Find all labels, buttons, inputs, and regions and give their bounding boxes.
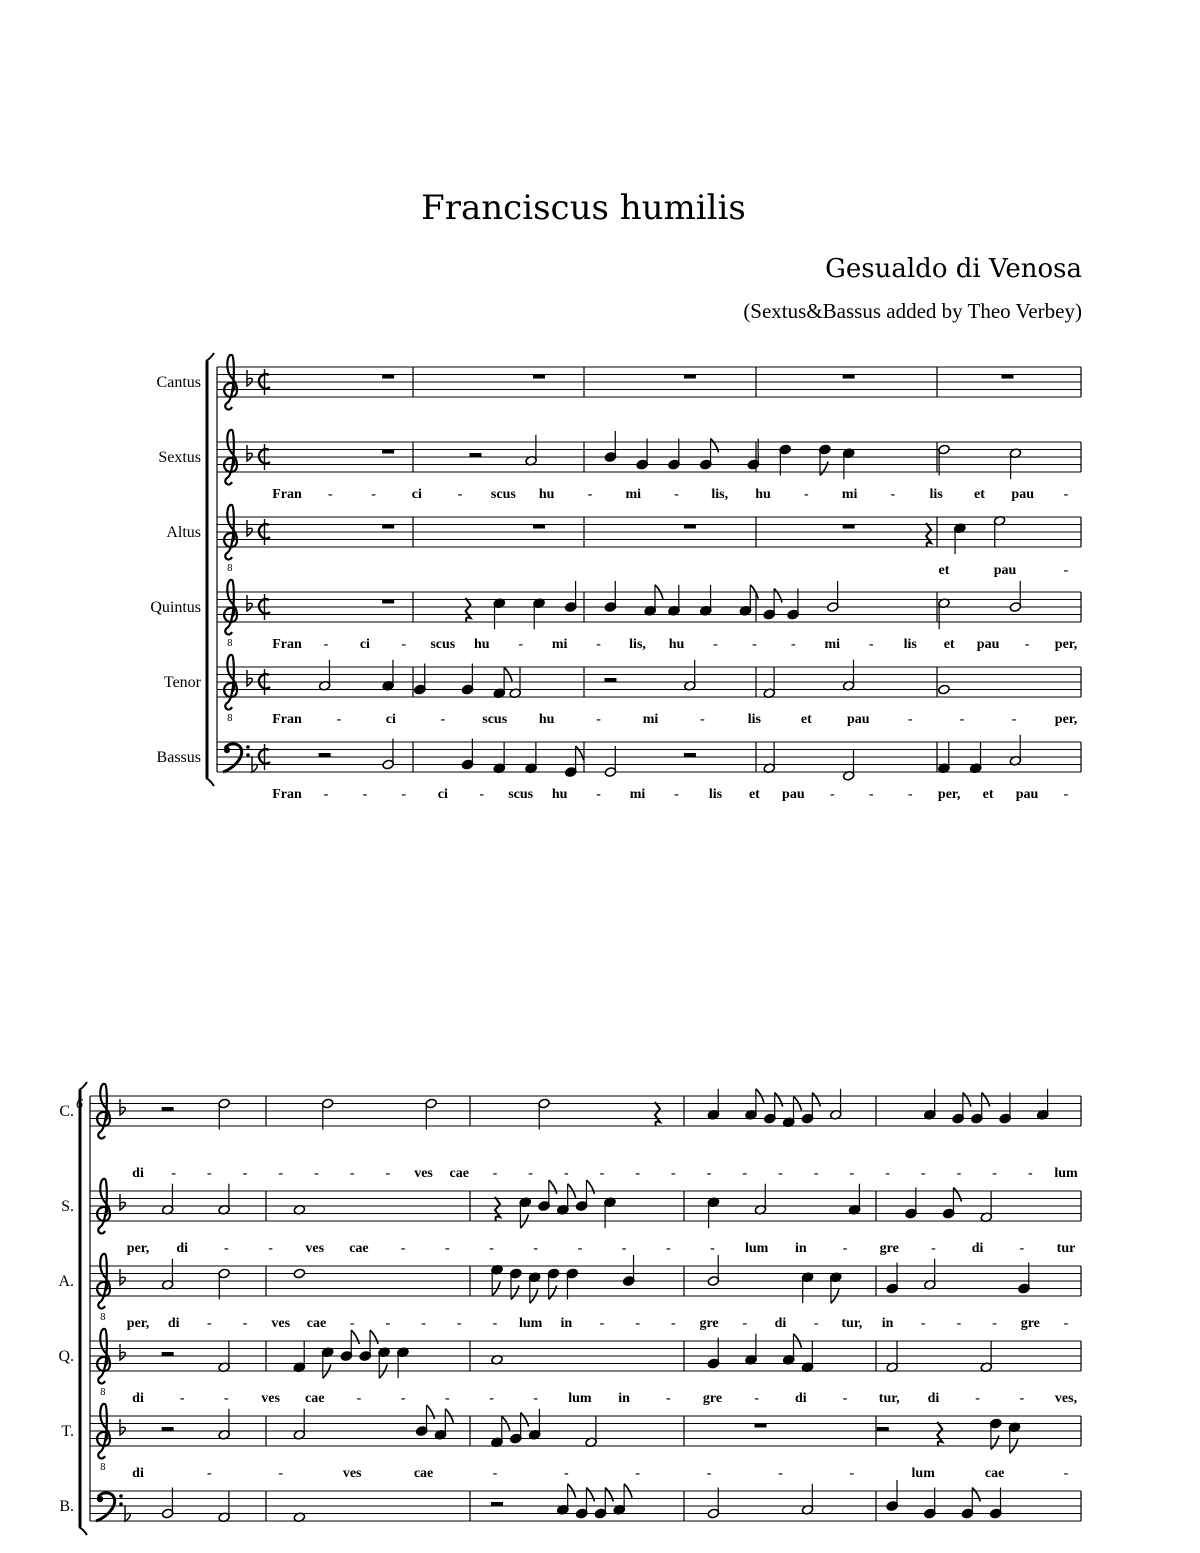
eighth-flag bbox=[586, 1180, 594, 1194]
lyric-syllable: - bbox=[444, 1391, 450, 1406]
octave-clef-marker: 8 bbox=[100, 1313, 106, 1323]
lyric-syllable: - bbox=[587, 487, 593, 502]
lyric-syllable: - bbox=[518, 637, 524, 652]
lyric-syllable: in bbox=[881, 1316, 894, 1331]
lyric-syllable: mi bbox=[629, 787, 646, 802]
bass-clef-dot bbox=[119, 1502, 123, 1506]
lyric-syllable: - bbox=[207, 1466, 212, 1481]
lyric-syllable: hu bbox=[473, 637, 490, 652]
lyric-syllable: - bbox=[778, 1466, 783, 1481]
flat-key-signature-icon bbox=[120, 1099, 125, 1115]
lyric-syllable: - bbox=[599, 1166, 605, 1181]
flat-key-signature-icon bbox=[120, 1194, 125, 1210]
lyric-syllable: - bbox=[713, 637, 718, 652]
whole-rest bbox=[533, 525, 545, 529]
octave-clef-marker: 8 bbox=[227, 564, 233, 574]
lyric-syllable: - bbox=[179, 1391, 185, 1406]
staff bbox=[158, 430, 1081, 502]
bass-clef-dot bbox=[97, 1496, 103, 1502]
lyric-syllable: - bbox=[635, 1166, 641, 1181]
lyric-syllable: di bbox=[176, 1241, 189, 1256]
lyric-syllable: cae bbox=[349, 1241, 369, 1256]
lyric-syllable: pau bbox=[976, 637, 1000, 652]
lyric-syllable: - bbox=[421, 1316, 426, 1331]
lyric-syllable: lis, bbox=[629, 637, 646, 652]
lyric-syllable: mi bbox=[625, 487, 642, 502]
staff bbox=[61, 1179, 1081, 1256]
measure-number: 6 bbox=[76, 1097, 83, 1112]
whole-rest bbox=[1001, 375, 1013, 379]
half-rest bbox=[877, 1427, 889, 1431]
lyric-syllable: - bbox=[1027, 1166, 1033, 1181]
lyric-syllable: di bbox=[971, 1241, 984, 1256]
lyric-syllable: mi bbox=[824, 637, 841, 652]
lyric-syllable: tur bbox=[1056, 1241, 1076, 1256]
lyric-syllable: - bbox=[362, 787, 368, 802]
staff bbox=[166, 505, 1081, 578]
lyric-syllable: - bbox=[492, 1466, 498, 1481]
lyric-syllable: hu bbox=[755, 487, 771, 502]
whole-rest bbox=[382, 525, 394, 529]
lyric-syllable: - bbox=[1019, 1391, 1025, 1406]
lyric-syllable: per, bbox=[937, 787, 961, 802]
flat-key-signature-icon bbox=[247, 595, 252, 611]
lyric-syllable: - bbox=[278, 1466, 284, 1481]
lyric-syllable: lum bbox=[911, 1466, 935, 1481]
lyric-syllable: - bbox=[907, 712, 913, 727]
instrument-name: A. bbox=[58, 1273, 74, 1290]
staff bbox=[61, 1404, 1081, 1481]
instrument-name: Bassus bbox=[156, 749, 201, 766]
lyric-syllable: et bbox=[938, 563, 950, 578]
lyric-syllable: ci bbox=[359, 637, 370, 652]
whole-rest bbox=[533, 375, 545, 379]
lyric-syllable: - bbox=[1063, 1316, 1069, 1331]
instrument-name: Q. bbox=[58, 1348, 74, 1365]
instrument-name: Altus bbox=[166, 524, 201, 541]
bracket-top-hook bbox=[206, 353, 214, 361]
lyric-syllable: lis bbox=[708, 787, 723, 802]
half-rest bbox=[162, 1427, 174, 1431]
lyric-syllable: - bbox=[489, 1391, 494, 1406]
whole-rest bbox=[843, 525, 855, 529]
lyric-syllable: - bbox=[171, 1166, 177, 1181]
lyric-syllable: - bbox=[992, 1166, 997, 1181]
flat-key-signature-icon bbox=[247, 370, 252, 386]
lyric-syllable: per, bbox=[126, 1316, 150, 1331]
lyric-syllable: pau bbox=[846, 712, 870, 727]
lyric-syllable: - bbox=[1063, 563, 1069, 578]
lyric-syllable: - bbox=[742, 1166, 748, 1181]
lyric-syllable: - bbox=[385, 1166, 391, 1181]
lyric-syllable: - bbox=[778, 1166, 783, 1181]
lyric-syllable: Fran bbox=[272, 712, 302, 727]
lyric-syllable: - bbox=[742, 1316, 748, 1331]
lyric-syllable: - bbox=[336, 712, 342, 727]
lyric-syllable: ves bbox=[414, 1166, 433, 1181]
half-rest bbox=[684, 753, 696, 757]
eighth-flag bbox=[991, 1436, 999, 1450]
staff bbox=[150, 580, 1081, 652]
lyric-syllable: - bbox=[674, 487, 679, 502]
lyric-syllable: mi bbox=[642, 712, 659, 727]
lyric-syllable: - bbox=[706, 1166, 712, 1181]
eighth-flag bbox=[549, 1180, 557, 1194]
eighth-flag bbox=[953, 1188, 961, 1202]
lyric-syllable: - bbox=[665, 1241, 671, 1256]
lyric-syllable: - bbox=[349, 1166, 355, 1181]
lyric-syllable: di bbox=[167, 1316, 180, 1331]
eighth-flag bbox=[370, 1330, 378, 1344]
quarter-rest bbox=[937, 1422, 942, 1446]
lyric-syllable: - bbox=[813, 1166, 819, 1181]
eighth-flag bbox=[511, 1286, 519, 1300]
lyric-syllable: - bbox=[992, 1316, 997, 1331]
eighth-flag bbox=[775, 1093, 783, 1107]
lyric-syllable: - bbox=[599, 1316, 605, 1331]
half-rest bbox=[162, 1107, 174, 1111]
lyric-syllable: - bbox=[920, 1316, 926, 1331]
whole-rest bbox=[382, 600, 394, 604]
lyric-syllable: et bbox=[982, 787, 994, 802]
lyric-syllable: - bbox=[563, 1166, 569, 1181]
score-system bbox=[150, 353, 1081, 802]
quarter-rest bbox=[655, 1102, 660, 1126]
lyric-syllable: - bbox=[635, 1316, 641, 1331]
eighth-flag bbox=[576, 746, 584, 760]
instrument-name: B. bbox=[59, 1498, 74, 1515]
lyric-syllable: pau bbox=[1011, 487, 1035, 502]
lyric-syllable: - bbox=[710, 1241, 715, 1256]
lyric-syllable: di bbox=[132, 1166, 144, 1181]
lyric-syllable: gre bbox=[702, 1391, 723, 1406]
bass-clef-dot bbox=[246, 753, 250, 757]
whole-rest bbox=[684, 525, 696, 529]
lyric-syllable: - bbox=[492, 1316, 498, 1331]
lyric-syllable: pau bbox=[782, 787, 805, 802]
lyric-syllable: hu bbox=[668, 637, 685, 652]
lyric-syllable: - bbox=[1063, 487, 1069, 502]
eighth-flag bbox=[549, 1286, 557, 1300]
lyric-syllable: di bbox=[927, 1391, 940, 1406]
eighth-flag bbox=[972, 1488, 980, 1502]
lyric-syllable: in bbox=[795, 1241, 807, 1256]
lyric-syllable: - bbox=[207, 1316, 212, 1331]
staff bbox=[59, 1084, 1081, 1181]
lyric-syllable: ves, bbox=[1054, 1391, 1078, 1406]
lyric-syllable: - bbox=[577, 1241, 583, 1256]
eighth-flag bbox=[586, 1488, 594, 1502]
bracket-bottom-hook bbox=[79, 1527, 87, 1535]
lyric-syllable: - bbox=[907, 787, 913, 802]
eighth-flag bbox=[820, 462, 828, 476]
lyric-syllable: - bbox=[956, 1166, 962, 1181]
lyric-syllable: cae bbox=[413, 1466, 434, 1481]
lyric-syllable: - bbox=[1063, 1466, 1069, 1481]
instrument-name: T. bbox=[61, 1423, 74, 1440]
lyric-syllable: - bbox=[533, 1391, 539, 1406]
eighth-flag bbox=[812, 1093, 820, 1107]
bracket-bottom-hook bbox=[206, 778, 214, 786]
lyric-syllable: - bbox=[621, 1241, 627, 1256]
lyric-syllable: - bbox=[533, 1241, 539, 1256]
flat-key-signature-icon bbox=[247, 445, 252, 461]
lyric-syllable: - bbox=[323, 637, 329, 652]
lyric-syllable: - bbox=[813, 1316, 819, 1331]
lyric-syllable: - bbox=[671, 1166, 676, 1181]
instrument-name: Cantus bbox=[156, 374, 201, 391]
instrument-name: Tenor bbox=[163, 674, 201, 691]
staff bbox=[164, 655, 1081, 727]
lyric-syllable: mi bbox=[841, 487, 858, 502]
lyric-syllable: - bbox=[401, 787, 407, 802]
lyric-syllable: lis bbox=[747, 712, 762, 727]
lyric-syllable: pau bbox=[993, 563, 1017, 578]
half-rest bbox=[604, 678, 616, 682]
flat-key-signature-icon bbox=[120, 1269, 125, 1285]
octave-clef-marker: 8 bbox=[100, 1388, 106, 1398]
lyric-syllable: - bbox=[890, 487, 896, 502]
whole-rest bbox=[382, 450, 394, 454]
lyric-syllable: di bbox=[774, 1316, 787, 1331]
whole-rest bbox=[754, 1424, 766, 1428]
lyric-syllable: lis, bbox=[711, 487, 729, 502]
lyric-syllable: et bbox=[943, 637, 955, 652]
lyric-syllable: - bbox=[596, 787, 601, 802]
octave-clef-marker: 8 bbox=[100, 1463, 106, 1473]
lyric-syllable: scus bbox=[490, 487, 516, 502]
lyric-syllable: - bbox=[975, 1391, 980, 1406]
lyric-syllable: - bbox=[842, 1241, 848, 1256]
lyric-syllable: ci bbox=[385, 712, 396, 727]
lyric-syllable: cae bbox=[305, 1391, 325, 1406]
lyric-syllable: - bbox=[665, 1391, 671, 1406]
lyric-syllable: scus bbox=[508, 787, 534, 802]
lyric-syllable: - bbox=[444, 1241, 450, 1256]
lyric-syllable: - bbox=[791, 637, 796, 652]
bass-clef-dot bbox=[246, 745, 250, 749]
lyric-syllable: - bbox=[596, 637, 601, 652]
lyric-syllable: - bbox=[752, 637, 757, 652]
bass-clef-dot bbox=[224, 747, 230, 753]
lyric-syllable: - bbox=[849, 1466, 855, 1481]
lyric-syllable: Fran bbox=[272, 787, 302, 802]
lyric-syllable: - bbox=[931, 1241, 936, 1256]
whole-rest bbox=[843, 375, 855, 379]
lyric-syllable: - bbox=[385, 1316, 391, 1331]
staff bbox=[157, 735, 1081, 802]
lyric-syllable: - bbox=[314, 1166, 319, 1181]
lyric-syllable: - bbox=[868, 637, 874, 652]
lyric-syllable: hu bbox=[538, 712, 555, 727]
instrument-name: Quintus bbox=[150, 599, 201, 616]
lyric-syllable: - bbox=[920, 1166, 926, 1181]
lyric-syllable: - bbox=[440, 712, 446, 727]
lyric-syllable: lum bbox=[518, 1316, 543, 1331]
lyric-syllable: - bbox=[492, 1166, 498, 1181]
flat-key-signature-icon bbox=[247, 520, 252, 536]
lyric-syllable: - bbox=[400, 1391, 406, 1406]
lyric-syllable: - bbox=[956, 1316, 962, 1331]
lyric-syllable: ci bbox=[411, 487, 422, 502]
lyric-syllable: - bbox=[242, 1316, 248, 1331]
lyric-syllable: - bbox=[457, 487, 463, 502]
lyric-syllable: - bbox=[596, 712, 601, 727]
eighth-flag bbox=[605, 1488, 613, 1502]
lyric-syllable: - bbox=[479, 787, 485, 802]
lyric-syllable: Fran bbox=[272, 637, 302, 652]
quarter-rest bbox=[926, 523, 931, 547]
lyric-syllable: - bbox=[456, 1316, 462, 1331]
whole-rest bbox=[382, 375, 394, 379]
lyric-syllable: - bbox=[885, 1166, 890, 1181]
staff bbox=[157, 355, 1081, 410]
lyric-syllable: et bbox=[973, 487, 985, 502]
lyric-syllable: - bbox=[1063, 787, 1069, 802]
eighth-flag bbox=[351, 1330, 359, 1344]
eighth-flag bbox=[521, 1413, 529, 1427]
quarter-rest bbox=[466, 598, 471, 622]
lyric-syllable: - bbox=[803, 487, 809, 502]
lyric-syllable: - bbox=[400, 1241, 406, 1256]
lyric-syllable: - bbox=[371, 487, 376, 502]
lyric-syllable: - bbox=[959, 712, 965, 727]
arranger-credit: (Sextus&Bassus added by Theo Verbey) bbox=[743, 299, 1082, 323]
octave-clef-marker: 8 bbox=[227, 714, 233, 724]
lyric-syllable: - bbox=[829, 787, 835, 802]
flat-key-signature-icon bbox=[247, 670, 252, 686]
whole-rest bbox=[684, 375, 696, 379]
lyric-syllable: - bbox=[528, 1166, 533, 1181]
lyric-syllable: lis bbox=[903, 637, 917, 652]
lyric-syllable: - bbox=[842, 1391, 848, 1406]
lyric-syllable: - bbox=[1011, 712, 1017, 727]
lyric-syllable: scus bbox=[482, 712, 508, 727]
lyric-syllable: - bbox=[489, 1241, 494, 1256]
lyric-syllable: lum bbox=[1054, 1166, 1078, 1181]
lyric-syllable: - bbox=[278, 1166, 284, 1181]
lyric-syllable: et bbox=[800, 712, 812, 727]
eighth-flag bbox=[963, 1093, 971, 1107]
lyric-syllable: ves bbox=[305, 1241, 325, 1256]
lyric-syllable: - bbox=[242, 1166, 248, 1181]
lyric-syllable: - bbox=[349, 1316, 355, 1331]
lyric-syllable: hu bbox=[551, 787, 568, 802]
score-system bbox=[58, 1082, 1081, 1535]
lyric-syllable: per, bbox=[1054, 637, 1078, 652]
lyric-syllable: lum bbox=[744, 1241, 769, 1256]
note-head bbox=[938, 684, 950, 695]
half-rest bbox=[491, 1502, 503, 1506]
lyric-syllable: - bbox=[1019, 1241, 1025, 1256]
bass-clef-dot bbox=[119, 1494, 123, 1498]
lyric-syllable: - bbox=[563, 1466, 569, 1481]
lyric-syllable: di bbox=[132, 1391, 144, 1406]
half-rest bbox=[162, 1352, 174, 1356]
staff bbox=[58, 1329, 1081, 1406]
lyric-syllable: - bbox=[700, 712, 705, 727]
lyric-syllable: - bbox=[674, 787, 679, 802]
lyric-syllable: lum bbox=[568, 1391, 592, 1406]
flat-key-signature-icon bbox=[125, 1505, 130, 1521]
lyric-syllable: - bbox=[1024, 637, 1030, 652]
instrument-name: S. bbox=[61, 1198, 74, 1215]
lyric-syllable: - bbox=[268, 1241, 273, 1256]
lyric-syllable: et bbox=[748, 787, 760, 802]
quarter-rest bbox=[495, 1197, 500, 1221]
lyric-syllable: scus bbox=[430, 637, 456, 652]
lyric-syllable: per, bbox=[1054, 712, 1078, 727]
composer-name: Gesualdo di Venosa bbox=[825, 254, 1082, 284]
lyric-syllable: ves bbox=[261, 1391, 280, 1406]
lyric-syllable: Fran bbox=[272, 487, 302, 502]
lyric-syllable: cae bbox=[984, 1466, 1005, 1481]
note-head bbox=[293, 1268, 305, 1279]
lyric-syllable: - bbox=[401, 637, 407, 652]
flat-key-signature-icon bbox=[120, 1419, 125, 1435]
lyric-syllable: di bbox=[132, 1466, 144, 1481]
staff bbox=[59, 1480, 1081, 1523]
lyric-syllable: in bbox=[618, 1391, 630, 1406]
lyric-syllable: tur, bbox=[841, 1316, 863, 1331]
lyric-syllable: mi bbox=[551, 637, 568, 652]
flat-key-signature-icon bbox=[120, 1344, 125, 1360]
lyric-syllable: ves bbox=[342, 1466, 362, 1481]
eighth-flag bbox=[982, 1093, 990, 1107]
eighth-flag bbox=[774, 589, 782, 603]
lyric-syllable: gre bbox=[699, 1316, 719, 1331]
lyric-syllable: - bbox=[754, 1391, 760, 1406]
score-title: Franciscus humilis bbox=[421, 188, 746, 228]
instrument-name: Sextus bbox=[158, 449, 201, 466]
lyric-syllable: ci bbox=[437, 787, 448, 802]
lyric-syllable: - bbox=[323, 787, 329, 802]
lyric-syllable: - bbox=[327, 487, 333, 502]
lyric-syllable: - bbox=[356, 1391, 362, 1406]
lyric-syllable: per, bbox=[126, 1241, 150, 1256]
lyric-syllable: di bbox=[795, 1391, 807, 1406]
eighth-flag bbox=[427, 1405, 435, 1419]
half-rest bbox=[319, 753, 331, 757]
instrument-name: C. bbox=[59, 1103, 74, 1120]
lyric-syllable: - bbox=[635, 1466, 641, 1481]
bracket-top-hook bbox=[79, 1082, 87, 1090]
lyric-syllable: gre bbox=[879, 1241, 899, 1256]
lyric-syllable: ves bbox=[271, 1316, 291, 1331]
lyric-syllable: hu bbox=[538, 487, 555, 502]
eighth-flag bbox=[711, 439, 719, 453]
lyric-syllable: - bbox=[706, 1466, 712, 1481]
lyric-syllable: - bbox=[224, 1241, 229, 1256]
lyric-syllable: tur, bbox=[878, 1391, 900, 1406]
lyric-syllable: - bbox=[207, 1166, 212, 1181]
lyric-syllable: - bbox=[849, 1166, 855, 1181]
lyric-syllable: cae bbox=[306, 1316, 327, 1331]
lyric-syllable: - bbox=[224, 1391, 229, 1406]
octave-clef-marker: 8 bbox=[227, 639, 233, 649]
half-rest bbox=[470, 453, 482, 457]
lyric-syllable: - bbox=[671, 1316, 676, 1331]
staff bbox=[58, 1254, 1081, 1331]
lyric-syllable: pau bbox=[1015, 787, 1039, 802]
lyric-syllable: cae bbox=[449, 1166, 469, 1181]
flat-key-signature-icon bbox=[252, 756, 257, 772]
lyric-syllable: in bbox=[560, 1316, 573, 1331]
lyric-syllable: lis bbox=[929, 487, 943, 502]
lyric-syllable: gre bbox=[1020, 1316, 1040, 1331]
lyric-syllable: - bbox=[868, 787, 874, 802]
